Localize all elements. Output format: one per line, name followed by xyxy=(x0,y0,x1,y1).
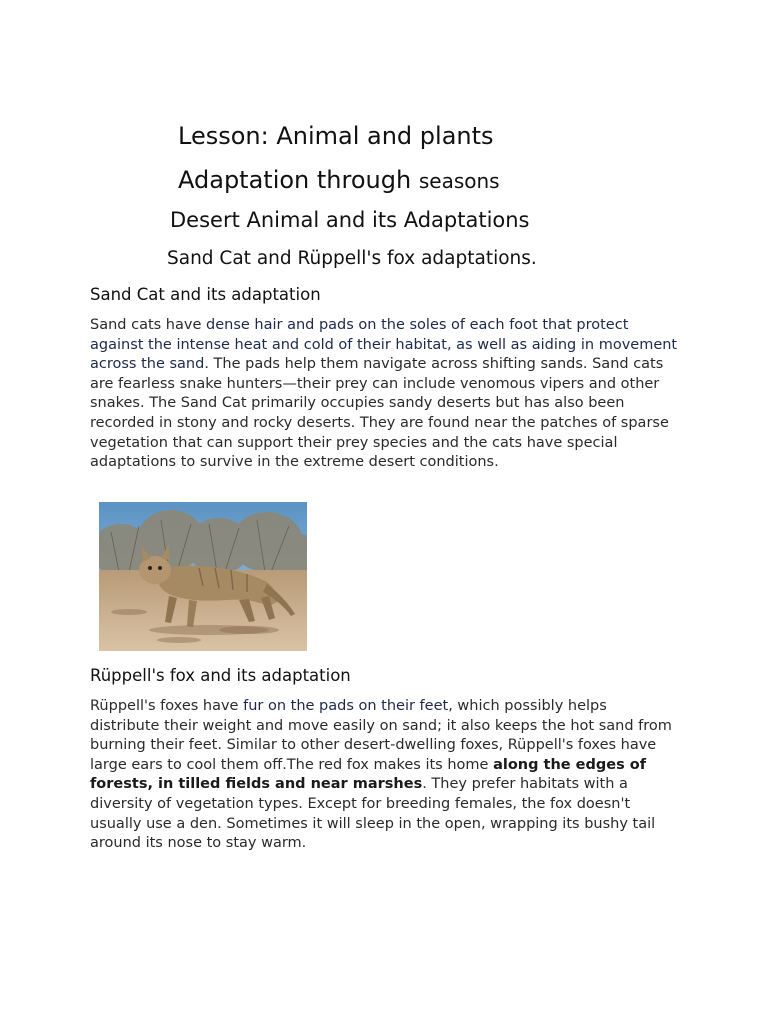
sand-cat-heading: Sand Cat and its adaptation xyxy=(90,285,321,304)
sand-cat-para-rest: . The pads help them navigate across shifting sands. Sand cats are fearless snake hunters—their prey can include venomous vipers and other snakes. The Sand Cat primarily occupies sandy deserts but has also been recorded in stony and rocky deserts. They are found near the patches of sparse vegetation that can support their prey species and the cats have special adaptations to survive in the extreme desert conditions. xyxy=(90,356,669,471)
desert-title: Desert Animal and its Adaptations xyxy=(170,208,530,232)
fox-para-start: Rüppell's foxes have xyxy=(90,698,244,714)
sand-cat-paragraph xyxy=(90,316,680,473)
adaptation-title-main: Adaptation through xyxy=(178,166,412,194)
sub-title: Sand Cat and Rüppell's fox adaptations. xyxy=(167,248,537,269)
adaptation-title-seasons: seasons xyxy=(418,169,500,193)
sand-cat-para-highlight: dense hair and pads on the soles of each foot that protect against the intense heat and cold of their habitat, as well as aiding in movement across the sand xyxy=(90,317,678,373)
fox-para-highlight: fur on the pads on their feet xyxy=(243,698,449,714)
lesson-title: Lesson: Animal and plants xyxy=(178,122,494,150)
fox-para-end: . They prefer habitats with a diversity of vegetation types. Except for breeding females, the fox doesn't usually use a den. Sometimes it will sleep in the open, wrapping its bushy tail around its nose to stay warm. xyxy=(90,776,656,852)
fox-heading: Rüppell's fox and its adaptation xyxy=(90,666,351,685)
adaptation-title xyxy=(178,166,500,194)
fox-para-bold: along the edges of forests, in tilled fields and near marshes xyxy=(90,756,647,793)
sand-cat-photo xyxy=(99,502,307,651)
fox-paragraph xyxy=(90,697,680,854)
fox-para-mid: , which possibly helps distribute their weight and move easily on sand; it also keeps the hot sand from burning their feet. Similar to other desert-dwelling foxes, Rüppell's foxes have large ears to cool them off.The red fox makes its home xyxy=(90,698,672,773)
sand-cat-para-start: Sand cats have xyxy=(90,317,206,333)
